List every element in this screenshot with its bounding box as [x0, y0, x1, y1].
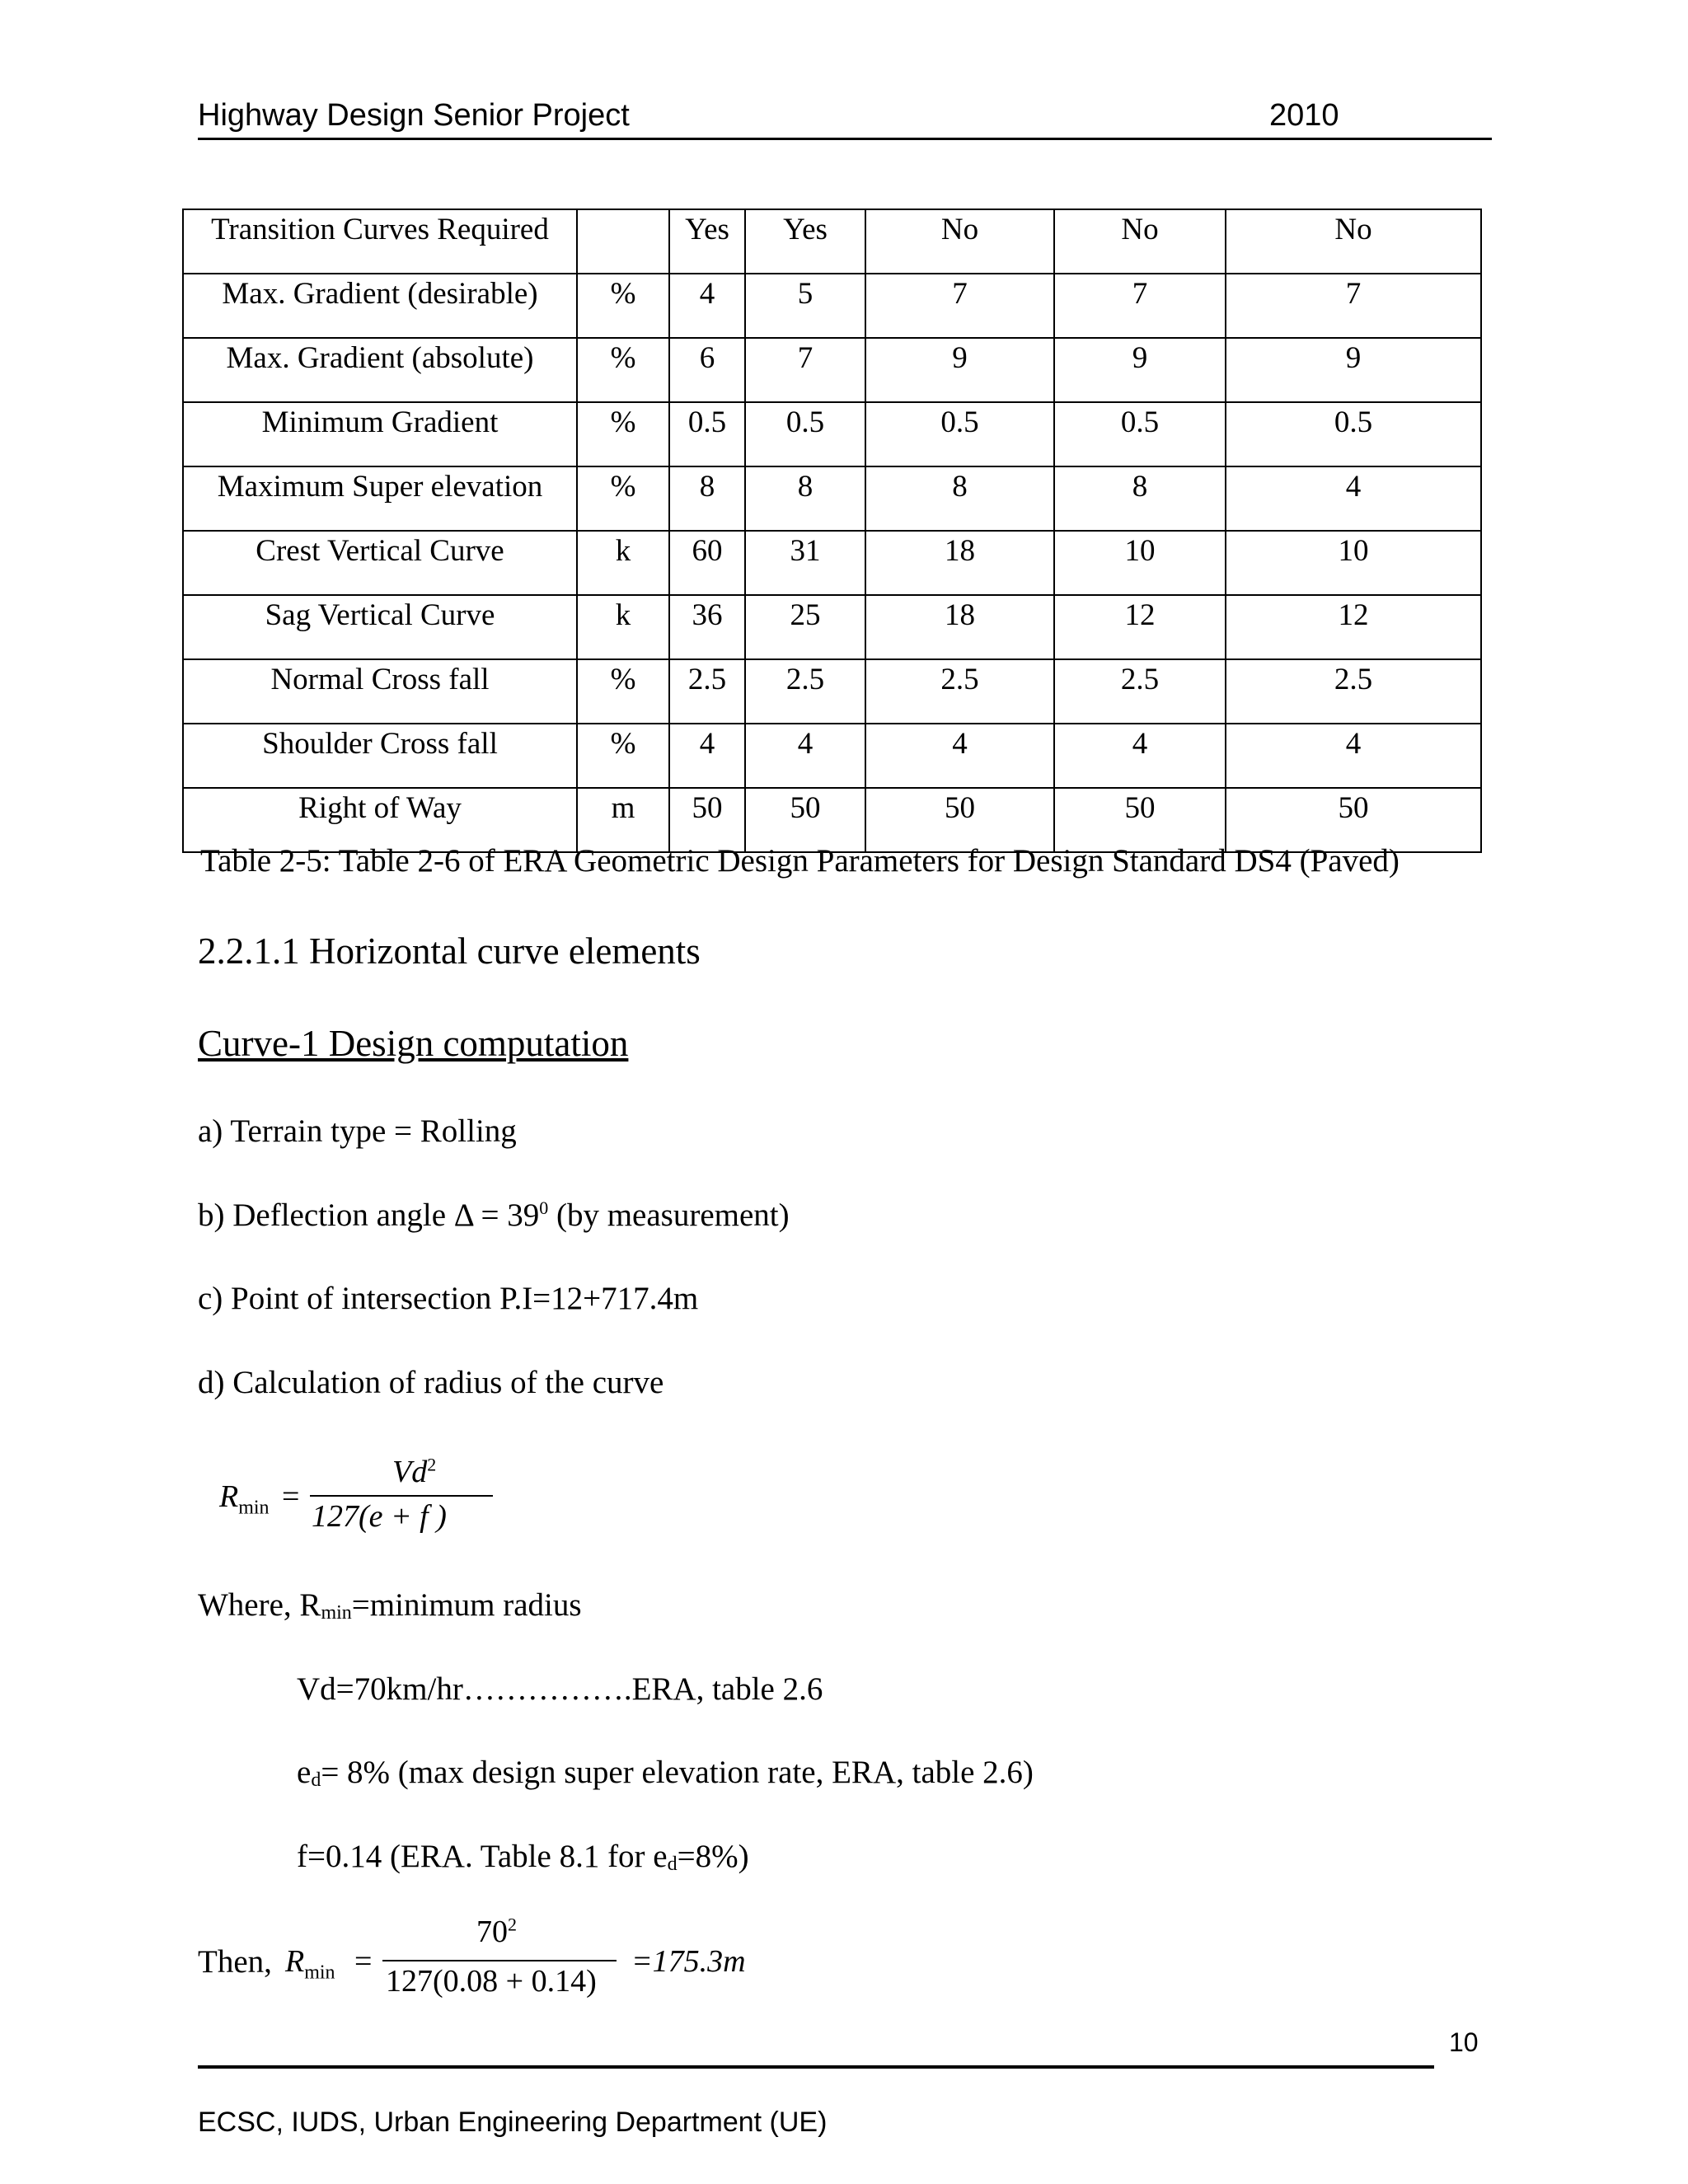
formula-lhs — [219, 1479, 270, 1520]
num-vd: Vd — [392, 1455, 428, 1489]
ed-def: = 8% (max design super elevation rate, ERA, table 2.6) — [321, 1755, 1034, 1790]
value-cell: 7 — [1226, 274, 1481, 338]
parameter-name-cell: Max. Gradient (desirable) — [183, 274, 577, 338]
deflection-text: b) Deflection angle Δ = 39 — [198, 1197, 540, 1233]
item-radius-calc: d) Calculation of radius of the curve — [198, 1365, 664, 1400]
value-cell: 4 — [1226, 724, 1481, 788]
value-cell: 12 — [1226, 595, 1481, 659]
value-cell: 9 — [865, 338, 1054, 402]
parameter-name-cell: Crest Vertical Curve — [183, 531, 577, 595]
value-cell: 7 — [1054, 274, 1226, 338]
value-cell: 7 — [865, 274, 1054, 338]
value-cell: No — [865, 209, 1054, 274]
where-line — [198, 1586, 582, 1624]
value-cell: 10 — [1054, 531, 1226, 595]
parameter-name-cell: Transition Curves Required — [183, 209, 577, 274]
num-70: 70 — [476, 1915, 508, 1949]
unit-cell: m — [577, 788, 669, 852]
design-parameters-table — [182, 209, 1482, 853]
result-lhs — [285, 1943, 335, 1985]
value-cell: 9 — [1226, 338, 1481, 402]
value-cell: 8 — [669, 466, 745, 531]
value-cell: 5 — [745, 274, 865, 338]
value-cell: 2.5 — [865, 659, 1054, 724]
value-cell: 4 — [669, 274, 745, 338]
ed-text: e — [297, 1755, 312, 1790]
page-footer: ECSC, IUDS, Urban Engineering Department (UE) — [198, 2107, 828, 2138]
unit-cell: k — [577, 595, 669, 659]
value-cell: No — [1226, 209, 1481, 274]
value-cell: 10 — [1226, 531, 1481, 595]
value-cell: 12 — [1054, 595, 1226, 659]
radius-result-formula — [285, 1914, 780, 2019]
value-cell: 50 — [1054, 788, 1226, 852]
value-cell: 6 — [669, 338, 745, 402]
value-cell: 9 — [1054, 338, 1226, 402]
deflection-degree: 0 — [539, 1197, 549, 1218]
table-row — [183, 274, 1481, 338]
parameter-name-cell: Sag Vertical Curve — [183, 595, 577, 659]
unit-cell: % — [577, 466, 669, 531]
result-r-sub: min — [304, 1961, 335, 1984]
result-equals: = — [354, 1944, 373, 1979]
value-cell: 0.5 — [865, 402, 1054, 466]
value-cell: 31 — [745, 531, 865, 595]
value-cell: Yes — [669, 209, 745, 274]
table-row — [183, 209, 1481, 274]
parameter-name-cell: Max. Gradient (absolute) — [183, 338, 577, 402]
value-cell: No — [1054, 209, 1226, 274]
unit-cell: k — [577, 531, 669, 595]
radius-formula — [219, 1454, 483, 1563]
parameter-name-cell: Minimum Gradient — [183, 402, 577, 466]
value-cell: 60 — [669, 531, 745, 595]
parameter-name-cell: Maximum Super elevation — [183, 466, 577, 531]
result-fraction-bar — [382, 1960, 617, 1961]
parameter-name-cell: Normal Cross fall — [183, 659, 577, 724]
value-cell: 0.5 — [669, 402, 745, 466]
value-cell: 50 — [669, 788, 745, 852]
value-cell: 0.5 — [745, 402, 865, 466]
table-row — [183, 724, 1481, 788]
value-cell: 50 — [865, 788, 1054, 852]
value-cell: 50 — [745, 788, 865, 852]
ed-sub: d — [311, 1769, 321, 1791]
value-cell: 36 — [669, 595, 745, 659]
param-vd: Vd=70km/hr…………….ERA, table 2.6 — [297, 1671, 823, 1707]
table-caption: Table 2-5: Table 2-6 of ERA Geometric Design Parameters for Design Standard DS4 (Paved) — [200, 843, 1400, 879]
value-cell: 4 — [865, 724, 1054, 788]
unit-cell: % — [577, 338, 669, 402]
value-cell: 8 — [865, 466, 1054, 531]
value-cell: 4 — [1226, 466, 1481, 531]
footer-rule — [198, 2065, 1434, 2069]
f-text: f=0.14 (ERA. Table 8.1 for e — [297, 1839, 668, 1874]
value-cell: 18 — [865, 531, 1054, 595]
table-row — [183, 466, 1481, 531]
parameter-name-cell: Shoulder Cross fall — [183, 724, 577, 788]
curve-heading: Curve-1 Design computation — [198, 1023, 629, 1064]
header-title: Highway Design Senior Project — [198, 98, 630, 133]
value-cell: 2.5 — [1226, 659, 1481, 724]
result-numerator — [476, 1914, 517, 1950]
f-def: =8%) — [677, 1839, 749, 1874]
formula-r-sub: min — [238, 1497, 270, 1519]
value-cell: 2.5 — [745, 659, 865, 724]
value-cell: 8 — [1054, 466, 1226, 531]
value-cell: 8 — [745, 466, 865, 531]
unit-cell: % — [577, 724, 669, 788]
num-sup: 2 — [427, 1454, 437, 1475]
where-sub: min — [321, 1602, 352, 1624]
value-cell: 4 — [1054, 724, 1226, 788]
header-year: 2010 — [1269, 98, 1339, 133]
value-cell: 4 — [669, 724, 745, 788]
item-deflection — [198, 1197, 790, 1234]
formula-r: R — [219, 1479, 239, 1514]
result-value: =175.3m — [631, 1944, 746, 1979]
where-text: Where, R — [198, 1587, 321, 1623]
page-number: 10 — [1449, 2027, 1479, 2057]
table-body — [183, 209, 1481, 852]
parameter-name-cell: Right of Way — [183, 788, 577, 852]
item-terrain: a) Terrain type = Rolling — [198, 1113, 517, 1149]
formula-numerator — [392, 1454, 436, 1490]
section-heading: 2.2.1.1 Horizontal curve elements — [198, 930, 701, 972]
then-label: Then, — [198, 1944, 272, 1980]
num-70-sup: 2 — [508, 1914, 517, 1935]
fraction-bar — [310, 1495, 493, 1497]
item-intersection: c) Point of intersection P.I=12+717.4m — [198, 1281, 699, 1316]
unit-cell: % — [577, 402, 669, 466]
formula-equals: = — [282, 1479, 300, 1514]
table-row — [183, 338, 1481, 402]
value-cell: 0.5 — [1054, 402, 1226, 466]
unit-cell: % — [577, 274, 669, 338]
table-row — [183, 402, 1481, 466]
value-cell: 2.5 — [1054, 659, 1226, 724]
value-cell: 18 — [865, 595, 1054, 659]
formula-denominator: 127(e + f ) — [312, 1499, 447, 1534]
unit-cell: % — [577, 659, 669, 724]
result-denominator: 127(0.08 + 0.14) — [386, 1964, 597, 1999]
result-r: R — [285, 1944, 305, 1979]
param-ed — [297, 1754, 1034, 1792]
value-cell: 25 — [745, 595, 865, 659]
param-f — [297, 1838, 749, 1876]
table-row — [183, 659, 1481, 724]
value-cell: 2.5 — [669, 659, 745, 724]
deflection-note: (by measurement) — [548, 1197, 790, 1233]
unit-cell — [577, 209, 669, 274]
value-cell: Yes — [745, 209, 865, 274]
table-row — [183, 595, 1481, 659]
f-sub: d — [667, 1854, 678, 1875]
value-cell: 50 — [1226, 788, 1481, 852]
value-cell: 0.5 — [1226, 402, 1481, 466]
where-def: =minimum radius — [351, 1587, 582, 1623]
table-row — [183, 531, 1481, 595]
value-cell: 7 — [745, 338, 865, 402]
page-header — [198, 95, 1492, 140]
value-cell: 4 — [745, 724, 865, 788]
